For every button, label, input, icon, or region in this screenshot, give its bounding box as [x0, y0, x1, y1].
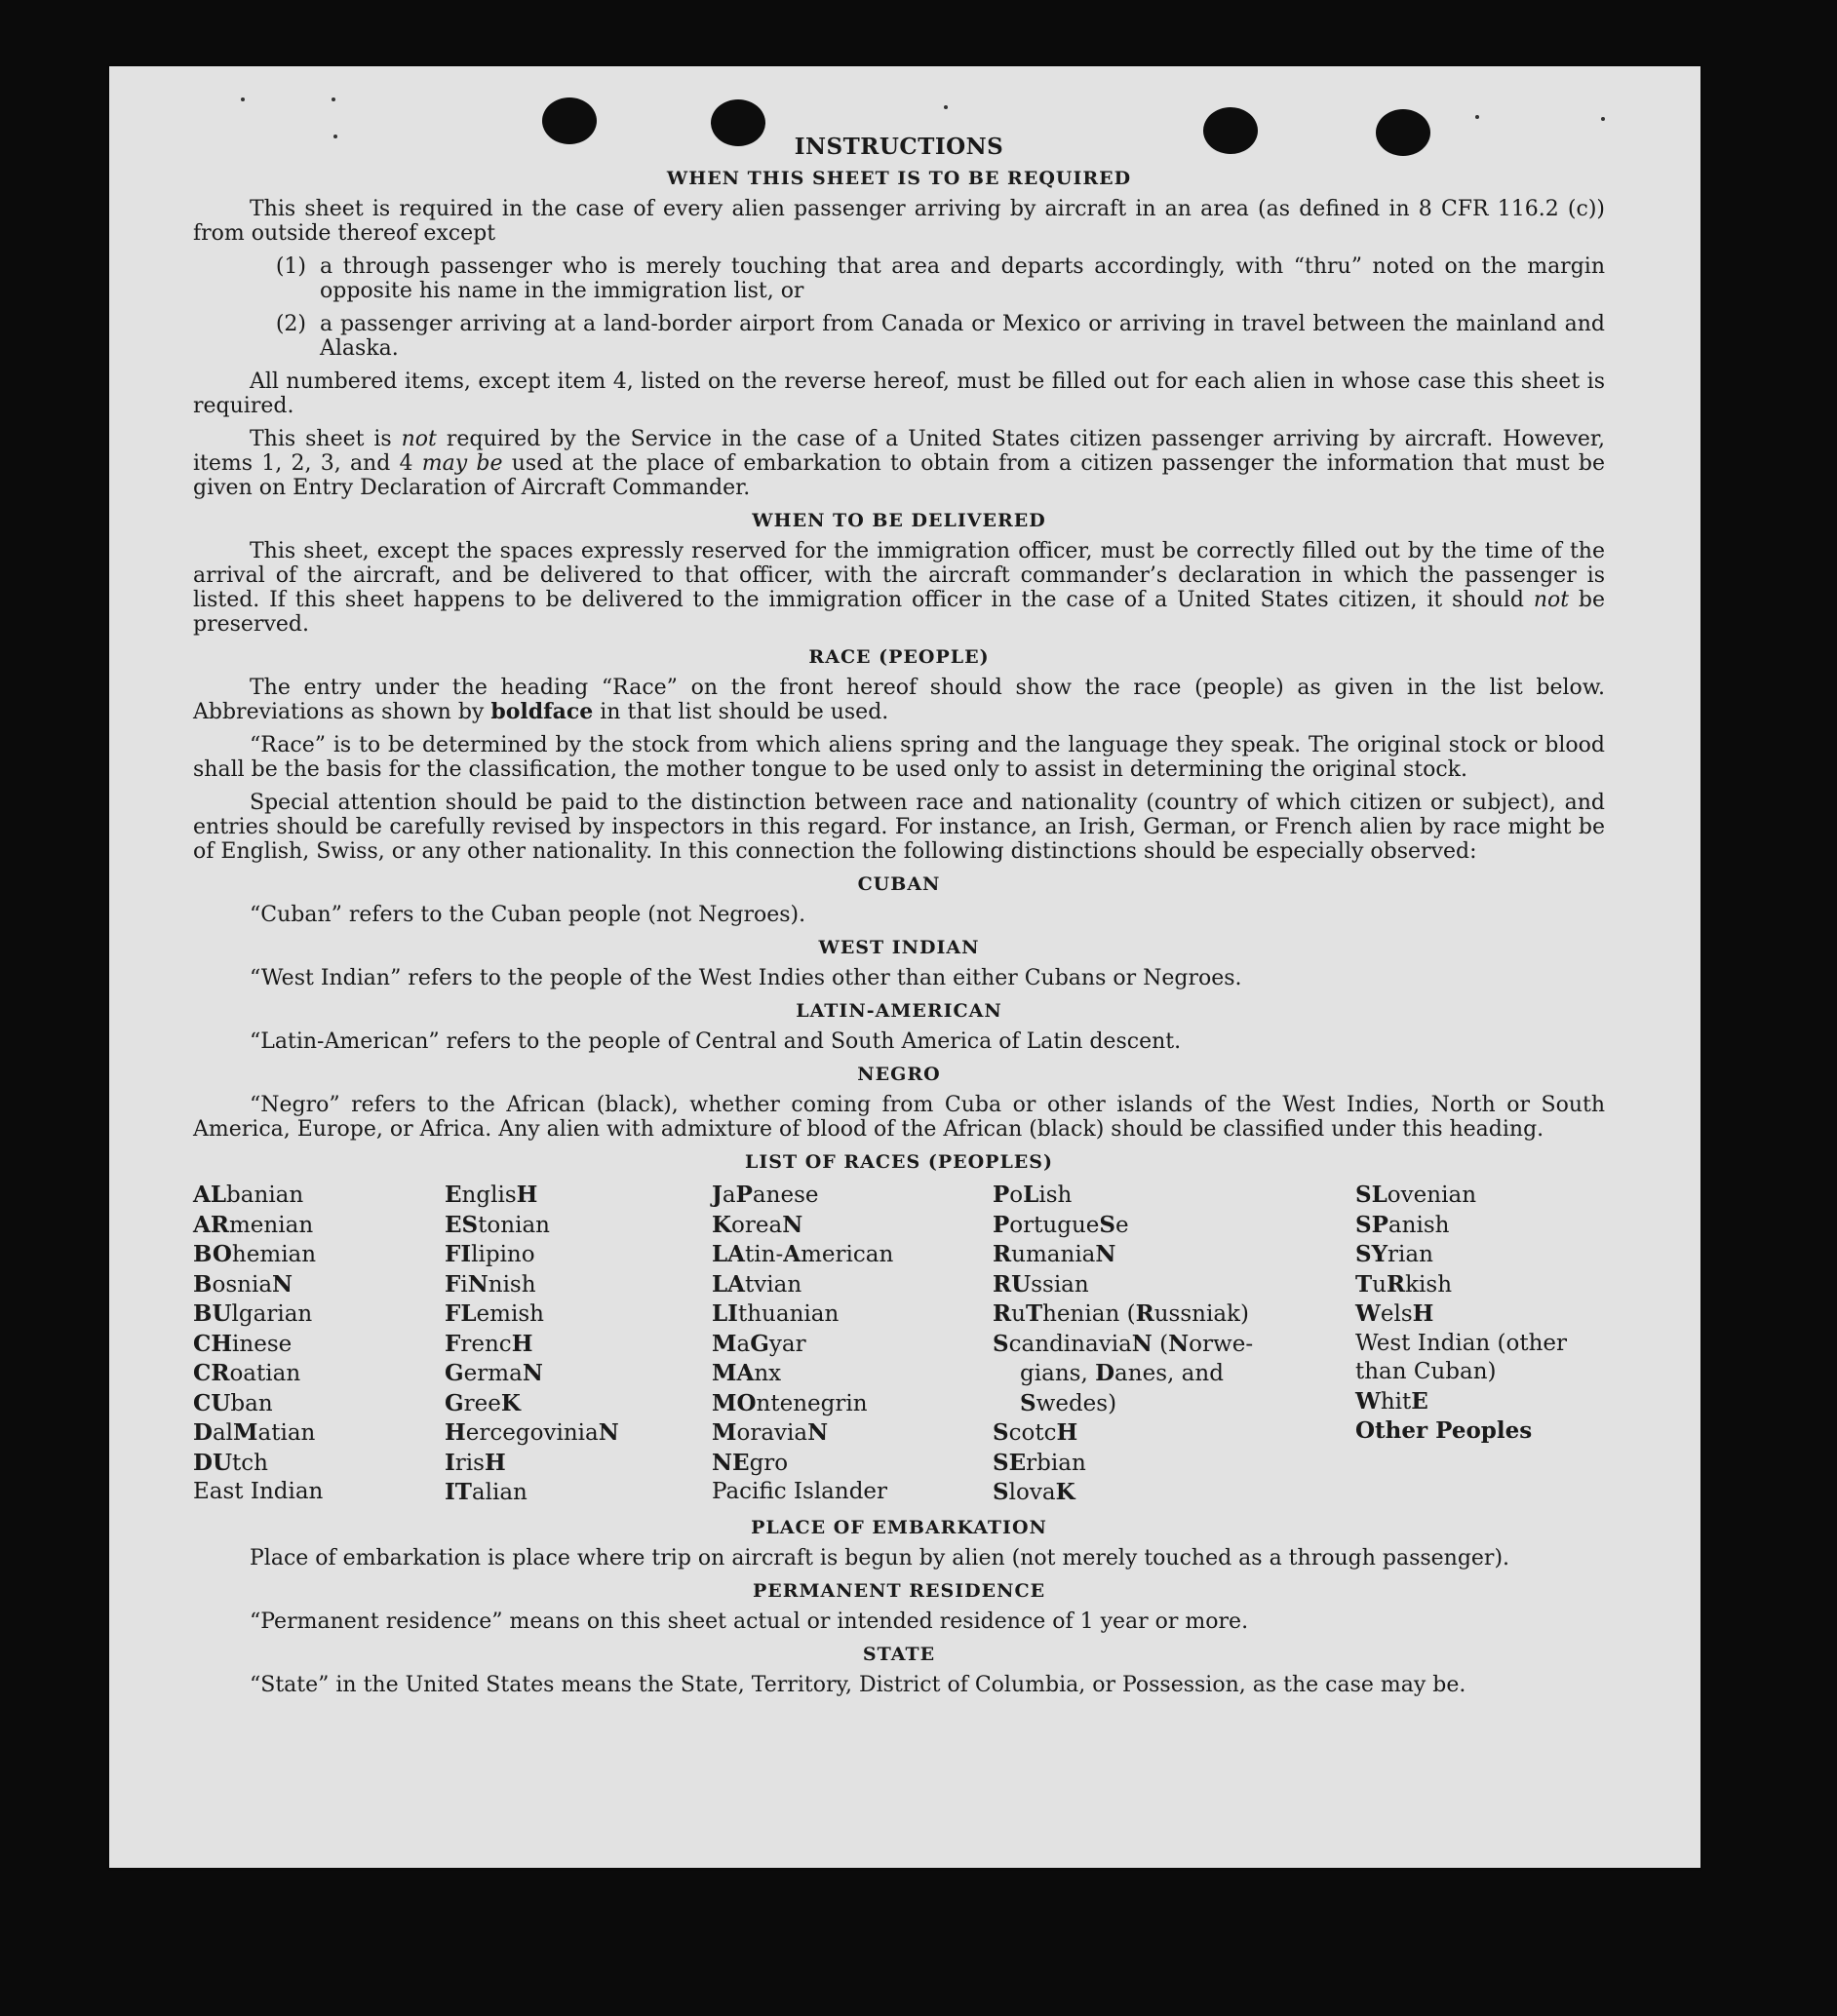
embarkation-text: Place of embarkation is place where trip on aircraft is begun by alien (not merely touched as a through passenger).: [250, 1545, 1510, 1570]
race-entry: BUlgarian: [193, 1300, 313, 1327]
race-entry: WhitE: [1355, 1387, 1428, 1415]
heading-embarkation: PLACE OF EMBARKATION: [751, 1516, 1047, 1538]
exception-text: a through passenger who is merely touching that area and departs accordingly, with “thru” noted on the margin opposite his name in the immigration list, or: [320, 254, 1605, 303]
race-entry: FLemish: [445, 1300, 544, 1327]
heading-state: STATE: [862, 1643, 936, 1665]
race-entry: ARmenian: [193, 1211, 314, 1238]
exception-item: [193, 312, 1605, 361]
race-entry: Other Peoples: [1355, 1417, 1533, 1444]
race-entry: CHinese: [193, 1330, 293, 1357]
race-entry: GreeK: [445, 1389, 521, 1416]
race-entry: IrisH: [445, 1449, 506, 1476]
race-column: [1355, 1181, 1605, 1508]
race-entry: FIlipino: [445, 1241, 535, 1267]
race-entry: MOntenegrin: [712, 1389, 868, 1416]
race-entry: SYrian: [1355, 1241, 1433, 1267]
race-entry: ALbanian: [193, 1182, 304, 1208]
exception-text: a passenger arriving at a land-border airport from Canada or Mexico or arriving in travel between the mainland and Alaska.: [320, 312, 1605, 361]
race-entry: ScandinaviaN (Norwe-: [993, 1330, 1254, 1357]
document-page: [109, 66, 1700, 1868]
race-entry: Swedes): [1020, 1389, 1117, 1416]
race-entry: BosniaN: [193, 1270, 293, 1298]
race-paragraph-1: The entry under the heading “Race” on the front hereof should show the race (people) as given in the list below. Abbreviations as shown by boldface in that list should be used.: [193, 676, 1605, 724]
exception-number: (1): [275, 254, 306, 279]
race-column: [993, 1181, 1355, 1508]
speck: [241, 97, 245, 101]
race-entry: TuRkish: [1355, 1270, 1453, 1298]
race-entry: RuThenian (Russniak): [993, 1300, 1249, 1327]
race-paragraph-3: Special attention should be paid to the distinction between race and nationality (country of which citizen or subject), and entries should be carefully revised by inspectors in this regard. For instance, an Irish, German, or French alien by race might be of English, Swiss, or any other nationality. In this connection the following distinctions should be especially observed:: [193, 791, 1605, 864]
race-column: [445, 1181, 712, 1508]
speck: [332, 97, 335, 101]
race-entry: CUban: [193, 1389, 273, 1416]
race-column: [193, 1181, 445, 1508]
heading-race: RACE (PEOPLE): [808, 646, 990, 668]
exception-item: [193, 254, 1605, 303]
race-entry: GermaN: [445, 1360, 543, 1386]
race-entry: SlovaK: [993, 1479, 1075, 1505]
race-entry: PortugueSe: [993, 1211, 1129, 1238]
page-title: INSTRUCTIONS: [794, 134, 1004, 160]
heading-permanent-residence: PERMANENT RESIDENCE: [752, 1579, 1046, 1602]
west-indian-text: “West Indian” refers to the people of the West Indies other than either Cubans or Negroes.: [250, 966, 1242, 990]
required-items-paragraph: All numbered items, except item 4, listed on the reverse hereof, must be filled out for each alien in whose case this sheet is required.: [193, 369, 1605, 418]
race-entry: LIthuanian: [712, 1300, 840, 1327]
heading-when-delivered: WHEN TO BE DELIVERED: [752, 510, 1046, 531]
race-entry: RUssian: [993, 1270, 1089, 1298]
race-entry: ITalian: [445, 1479, 528, 1505]
race-entry: DalMatian: [193, 1419, 316, 1446]
required-intro: This sheet is required in the case of every alien passenger arriving by aircraft in an area (as defined in 8 CFR 116.2 (c)) from outside thereof except: [193, 197, 1605, 246]
heading-list-of-races: LIST OF RACES (PEOPLES): [745, 1151, 1053, 1173]
citizen-paragraph: This sheet is not required by the Service in the case of a United States citizen passenger arriving by aircraft. However, items 1, 2, 3, and 4 may be used at the place of embarkation to obtain from a citizen passenger the information that must be given on Entry Declaration of Aircraft Commander.: [193, 427, 1605, 500]
race-entry: SLovenian: [1355, 1182, 1477, 1208]
race-entry: ScotcH: [993, 1419, 1078, 1446]
race-entry: KoreaN: [712, 1211, 803, 1238]
instructions-text: [193, 135, 1605, 1706]
race-column: [712, 1181, 993, 1508]
race-entry: HercegoviniaN: [445, 1419, 619, 1446]
race-entry: Pacific Islander: [712, 1479, 888, 1504]
race-list: [193, 1181, 1605, 1508]
heading-cuban: CUBAN: [857, 873, 941, 895]
race-entry: LAtvian: [712, 1270, 802, 1298]
race-entry: CRoatian: [193, 1360, 301, 1386]
race-entry: MaGyar: [712, 1330, 806, 1357]
heading-west-indian: WEST INDIAN: [818, 937, 980, 958]
residence-text: “Permanent residence” means on this sheet actual or intended residence of 1 year or more.: [250, 1609, 1249, 1634]
speck: [1601, 117, 1605, 121]
race-entry: MoraviaN: [712, 1419, 829, 1446]
race-entry: RumaniaN: [993, 1241, 1116, 1267]
heading-negro: NEGRO: [857, 1064, 941, 1085]
state-text: “State” in the United States means the State, Territory, District of Columbia, or Possession, as the case may be.: [250, 1672, 1466, 1697]
race-entry: NEgro: [712, 1449, 789, 1476]
race-entry: JaPanese: [712, 1182, 819, 1208]
exception-number: (2): [275, 312, 306, 336]
latin-american-text: “Latin-American” refers to the people of Central and South America of Latin descent.: [250, 1029, 1182, 1054]
race-entry: BOhemian: [193, 1241, 317, 1267]
race-entry: EnglisH: [445, 1182, 538, 1208]
race-entry: LAtin-American: [712, 1241, 894, 1267]
race-entry: West Indian (other: [1355, 1330, 1568, 1356]
race-paragraph-2: “Race” is to be determined by the stock from which aliens spring and the language they speak. The original stock or blood shall be the basis for the classification, the mother tongue to be used only to assist in determining the original stock.: [193, 733, 1605, 782]
race-entry: PoLish: [993, 1182, 1073, 1208]
heading-latin-american: LATIN-AMERICAN: [796, 1000, 1002, 1022]
race-entry: FrencH: [445, 1330, 533, 1357]
race-entry: gians, Danes, and: [1020, 1360, 1224, 1386]
race-entry: EStonian: [445, 1211, 550, 1238]
race-entry: WelsH: [1355, 1300, 1434, 1327]
speck: [1475, 115, 1479, 119]
race-entry: East Indian: [193, 1479, 324, 1504]
race-entry: than Cuban): [1355, 1359, 1497, 1384]
race-entry: MAnx: [712, 1360, 782, 1386]
delivered-paragraph: This sheet, except the spaces expressly reserved for the immigration officer, must be correctly filled out by the time of the arrival of the aircraft, and be delivered to that officer, with the aircraft commander’s declaration in which the passenger is listed. If this sheet happens to be delivered to the immigration officer in the case of a United States citizen, it should not be preserved.: [193, 539, 1605, 637]
heading-when-required: WHEN THIS SHEET IS TO BE REQUIRED: [666, 168, 1132, 189]
race-entry: SPanish: [1355, 1211, 1450, 1238]
cuban-text: “Cuban” refers to the Cuban people (not Negroes).: [250, 903, 806, 927]
race-entry: DUtch: [193, 1449, 268, 1476]
speck: [944, 105, 948, 109]
race-entry: SErbian: [993, 1449, 1086, 1476]
negro-text: “Negro” refers to the African (black), whether coming from Cuba or other islands of the West Indies, North or South America, Europe, or Africa. Any alien with admixture of blood of the African (black) should be classified under this heading.: [193, 1093, 1605, 1142]
race-entry: FiNnish: [445, 1270, 536, 1298]
